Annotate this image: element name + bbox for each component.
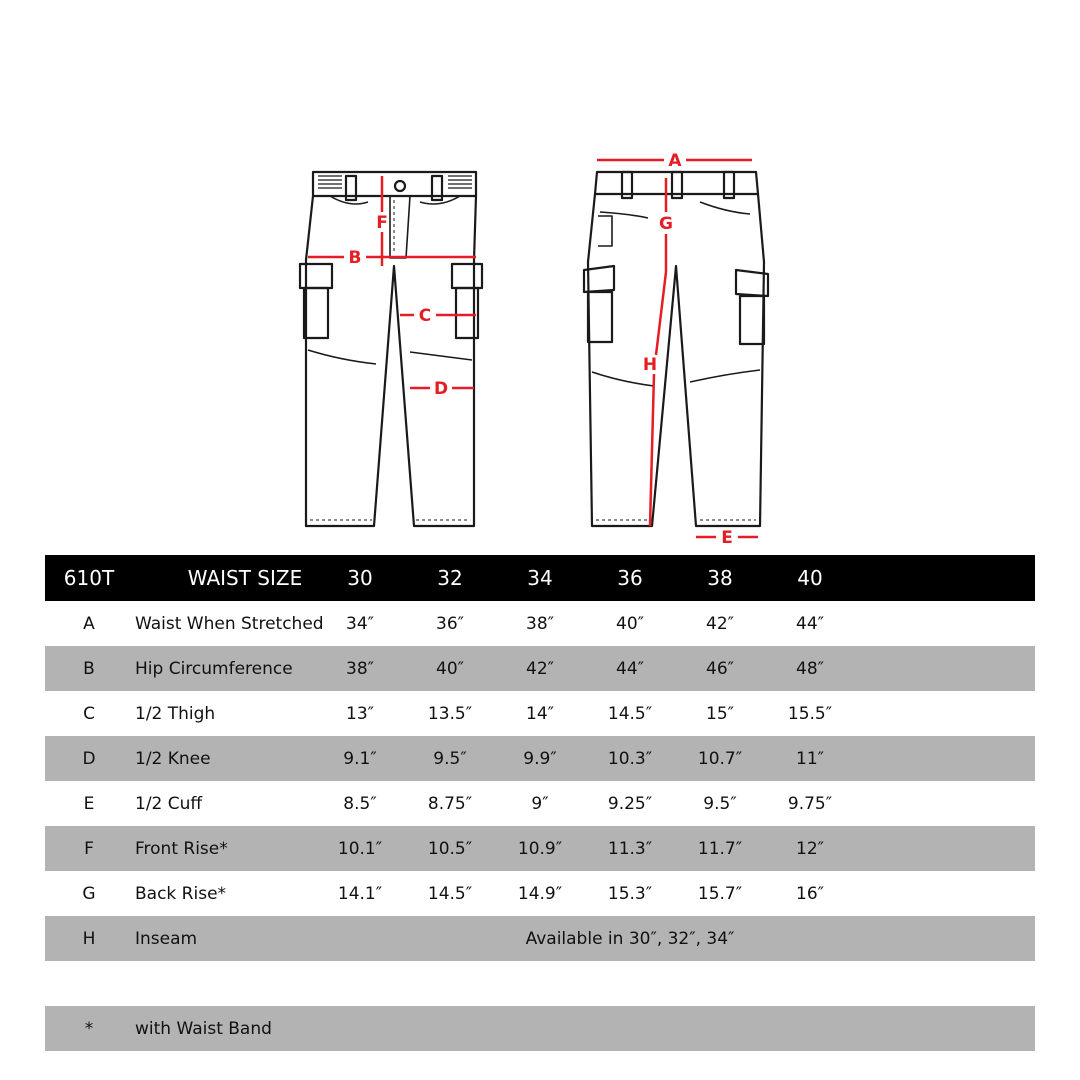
table-spacer <box>45 961 1035 1006</box>
size-column-header: 40 <box>797 566 823 590</box>
measurement-value: 8.75″ <box>427 793 473 814</box>
measurement-value: 34″ <box>346 613 374 634</box>
measurement-markers <box>308 151 758 548</box>
measurement-value: 40″ <box>616 613 644 634</box>
measurement-value: 38″ <box>526 613 554 634</box>
size-column-header: 32 <box>437 566 463 590</box>
svg-text:H: H <box>642 355 658 375</box>
measurement-value: 15″ <box>706 703 734 724</box>
row-name: 1/2 Knee <box>135 748 211 769</box>
front-legs-outline <box>306 196 476 526</box>
measurement-value: 10.7″ <box>697 748 743 769</box>
measurement-value: 14.5″ <box>427 883 473 904</box>
measurement-value: 9″ <box>531 793 549 814</box>
svg-text:E: E <box>721 528 733 548</box>
measurement-value: 44″ <box>796 613 824 634</box>
size-column-header: 34 <box>527 566 553 590</box>
measurement-value: 10.3″ <box>607 748 653 769</box>
measurement-value: 12″ <box>796 838 824 859</box>
marker-e <box>696 528 758 548</box>
measurement-value: 42″ <box>526 658 554 679</box>
row-name: Back Rise* <box>135 883 227 904</box>
measurement-value: 10.5″ <box>427 838 473 859</box>
waist-size-heading: WAIST SIZE <box>187 566 303 590</box>
inseam-row <box>45 916 1035 961</box>
row-code: D <box>82 748 96 769</box>
measurement-value: 10.9″ <box>517 838 563 859</box>
measurement-value: 9.75″ <box>787 793 833 814</box>
measurement-value: 15.3″ <box>607 883 653 904</box>
row-code: E <box>83 793 95 814</box>
back-legs-outline <box>588 194 764 526</box>
svg-text:C: C <box>418 306 432 326</box>
size-column-header: 30 <box>347 566 373 590</box>
measurement-row <box>45 646 1035 691</box>
measurement-row <box>45 781 1035 826</box>
row-code: G <box>82 883 96 904</box>
row-code: H <box>82 928 96 949</box>
measurement-row <box>45 736 1035 781</box>
model-number: 610T <box>63 566 115 590</box>
svg-text:F: F <box>376 213 388 233</box>
footnote-text: with Waist Band <box>135 1018 272 1039</box>
row-name: Hip Circumference <box>135 658 293 679</box>
svg-text:G: G <box>659 214 673 234</box>
footnote-row <box>45 1006 1035 1051</box>
front-view-pants <box>300 172 482 526</box>
measurement-value: 13.5″ <box>427 703 473 724</box>
marker-a <box>597 151 752 171</box>
measurement-row <box>45 826 1035 871</box>
svg-text:D: D <box>433 379 449 399</box>
measurement-value: 11.7″ <box>697 838 743 859</box>
measurement-value: 44″ <box>616 658 644 679</box>
marker-g <box>659 178 673 272</box>
measurement-value: 11″ <box>796 748 824 769</box>
measurement-value: 42″ <box>706 613 734 634</box>
measurement-value: 8.5″ <box>343 793 377 814</box>
marker-b <box>308 248 476 268</box>
measurement-value: 15.7″ <box>697 883 743 904</box>
back-view-pants <box>584 172 768 526</box>
row-name: Front Rise* <box>135 838 228 859</box>
svg-text:B: B <box>348 248 362 268</box>
measurement-value: 9.25″ <box>607 793 653 814</box>
row-name: 1/2 Cuff <box>135 793 203 814</box>
size-column-header: 38 <box>707 566 733 590</box>
size-column-header: 36 <box>617 566 643 590</box>
size-chart-table <box>45 555 1035 1051</box>
row-name: 1/2 Thigh <box>135 703 216 724</box>
row-code: B <box>83 658 95 679</box>
measurement-row <box>45 601 1035 646</box>
measurement-value: 13″ <box>346 703 374 724</box>
measurement-value: 9.1″ <box>343 748 377 769</box>
measurement-row <box>45 691 1035 736</box>
marker-f <box>376 176 388 266</box>
row-code: A <box>83 613 95 634</box>
measurement-value: 16″ <box>796 883 824 904</box>
measurement-value: 14.1″ <box>337 883 383 904</box>
marker-c <box>400 306 476 326</box>
measurement-value: 46″ <box>706 658 734 679</box>
measurement-value: 38″ <box>346 658 374 679</box>
row-code: C <box>83 703 95 724</box>
measurement-value: 14.9″ <box>517 883 563 904</box>
footnote-symbol: * <box>84 1018 94 1039</box>
measurement-value: 9.5″ <box>433 748 467 769</box>
inseam-availability: Available in 30″, 32″, 34″ <box>525 928 735 949</box>
measurement-row <box>45 871 1035 916</box>
table-header-row <box>45 555 1035 601</box>
measurement-value: 9.5″ <box>703 793 737 814</box>
measurement-value: 36″ <box>436 613 464 634</box>
measurement-value: 15.5″ <box>787 703 833 724</box>
measurement-value: 9.9″ <box>523 748 557 769</box>
svg-text:A: A <box>668 151 682 171</box>
measurement-value: 40″ <box>436 658 464 679</box>
row-name: Inseam <box>135 928 198 949</box>
measurement-value: 14.5″ <box>607 703 653 724</box>
row-name: Waist When Stretched <box>135 613 324 634</box>
measurement-value: 48″ <box>796 658 824 679</box>
row-code: F <box>84 838 94 859</box>
measurement-value: 11.3″ <box>607 838 653 859</box>
measurement-value: 14″ <box>526 703 554 724</box>
marker-d <box>410 379 474 399</box>
measurement-value: 10.1″ <box>337 838 383 859</box>
